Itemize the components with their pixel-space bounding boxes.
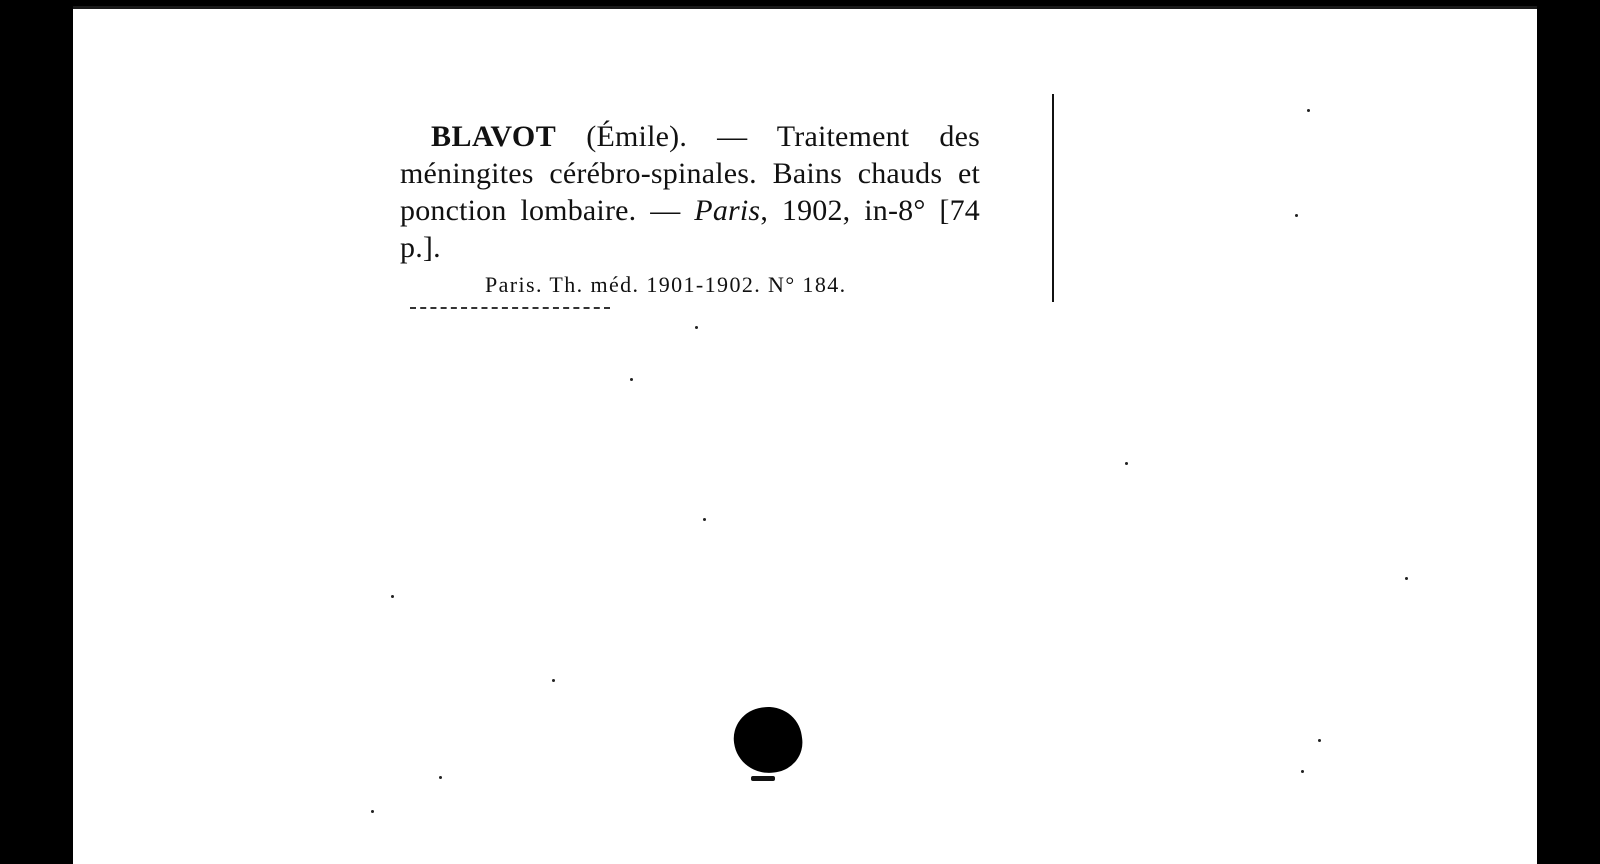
speck bbox=[1405, 577, 1408, 580]
punch-hole-mark bbox=[751, 776, 775, 781]
speck bbox=[1318, 739, 1321, 742]
vertical-rule bbox=[1052, 94, 1054, 302]
punch-hole bbox=[730, 703, 807, 778]
publication-place: Paris bbox=[694, 194, 761, 227]
entry-description: (Émile). — Traitement des méningites cérébro-spinales. Bains chauds et ponction lombaire. — bbox=[400, 120, 980, 227]
catalog-card bbox=[73, 6, 1537, 864]
speck bbox=[630, 378, 633, 381]
entry-text bbox=[400, 118, 980, 266]
speck bbox=[371, 810, 374, 813]
speck bbox=[695, 326, 698, 329]
speck bbox=[1295, 214, 1298, 217]
dashed-rule bbox=[410, 307, 610, 311]
speck bbox=[439, 776, 442, 779]
speck bbox=[1125, 462, 1128, 465]
thesis-note: Paris. Th. méd. 1901-1902. N° 184. bbox=[485, 272, 847, 297]
bibliographic-entry bbox=[400, 118, 980, 298]
speck bbox=[703, 518, 706, 521]
speck bbox=[1307, 109, 1310, 112]
author-name: BLAVOT bbox=[431, 120, 557, 153]
card-top-edge bbox=[73, 6, 1537, 9]
publication-details: , 1902, in-8° [74 p.]. bbox=[400, 194, 981, 264]
speck bbox=[552, 679, 555, 682]
speck bbox=[1301, 770, 1304, 773]
speck bbox=[391, 595, 394, 598]
